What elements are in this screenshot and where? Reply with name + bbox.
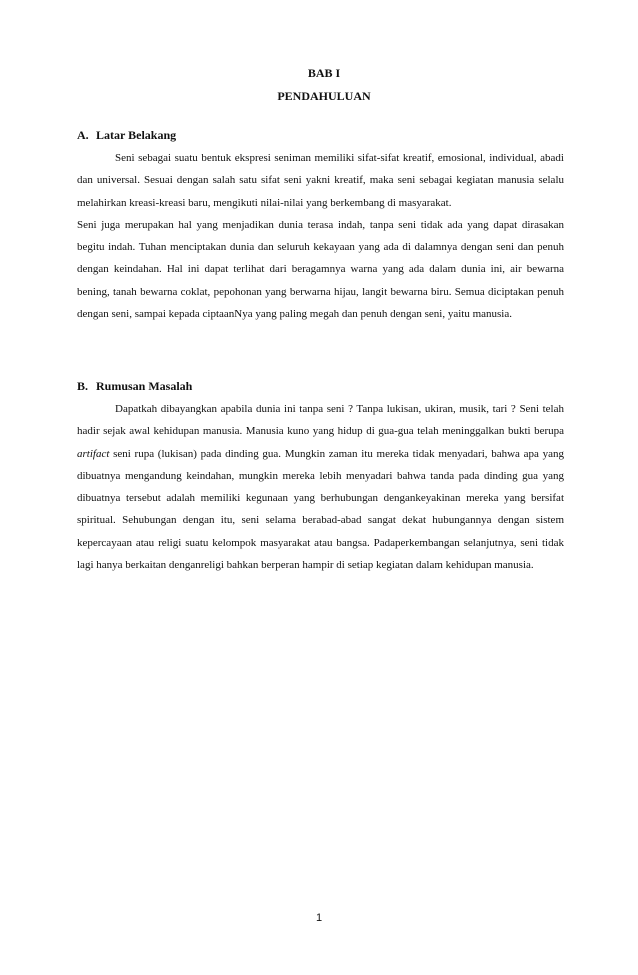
section-number: A. xyxy=(77,128,89,142)
section-heading-latar-belakang xyxy=(77,128,176,143)
section-heading-rumusan-masalah xyxy=(77,379,192,394)
section-number: B. xyxy=(77,379,89,393)
paragraph xyxy=(77,398,564,576)
chapter-heading: BAB I xyxy=(307,66,341,80)
section-title: Latar Belakang xyxy=(96,128,177,142)
section-title: Rumusan Masalah xyxy=(96,379,193,393)
section-body-latar-belakang xyxy=(77,147,564,325)
chapter-title: PENDAHULUAN xyxy=(277,89,371,103)
italic-term: artifact xyxy=(77,447,110,460)
paragraph: Seni juga merupakan hal yang menjadikan dunia terasa indah, tanpa seni tidak ada yang dapat dirasakan begitu indah. Tuhan menciptakan dunia dan seluruh kekayaan yang ada di dalamnya dengan seni dan penuh dengan keindahan. Hal ini dapat terlihat dari beragamnya warna yang ada dalam dunia ini, air bewarna bening, tanah bewarna coklat, pepohonan yang berwarna hijau, langit bewarna biru. Semua diciptakan penuh dengan seni, sampai kepada ciptaanNya yang paling megah dan penuh dengan seni, yaitu manusia. xyxy=(77,218,564,321)
paragraph: Seni sebagai suatu bentuk ekspresi seniman memiliki sifat-sifat kreatif, emosional, individual, abadi dan universal. Sesuai dengan salah satu sifat seni yakni kreatif, maka seni sebagai kegiatan manusia selalu melahirkan kreasi-kreasi baru, mengikuti nilai-nilai yang berkembang di masyarakat. xyxy=(77,152,564,209)
section-body-rumusan-masalah xyxy=(77,398,564,576)
paragraph-text: seni rupa (lukisan) pada dinding gua. Mungkin zaman itu mereka tidak menyadari, bahwa apa yang dibuatnya mengandung keindahan, mungkin mereka lebih menyadari bahwa tanda pada dinding gua yang dibuatnya tersebut adalah memiliki kegunaan yang berhubungan dengankeyakinan mereka yang bersifat spiritual. Sehubungan dengan itu, seni selama berabad-abad sangat dekat hubungannya dengan sistem kepercayaan atau religi suatu kelompok masyarakat atau bangsa. Padaperkembangan selanjutnya, seni tidak lagi hanya berkaitan denganreligi bahkan berperan hampir di setiap kegiatan dalam kehidupan manusia. xyxy=(77,447,565,572)
page-number: 1 xyxy=(315,912,323,924)
paragraph-text: Dapatkah dibayangkan apabila dunia ini tanpa seni ? Tanpa lukisan, ukiran, musik, tari ? Seni telah hadir sejak awal kehidupan manusia. Manusia kuno yang hidup di gua-gua telah meninggalkan bukti berupa xyxy=(77,403,564,438)
